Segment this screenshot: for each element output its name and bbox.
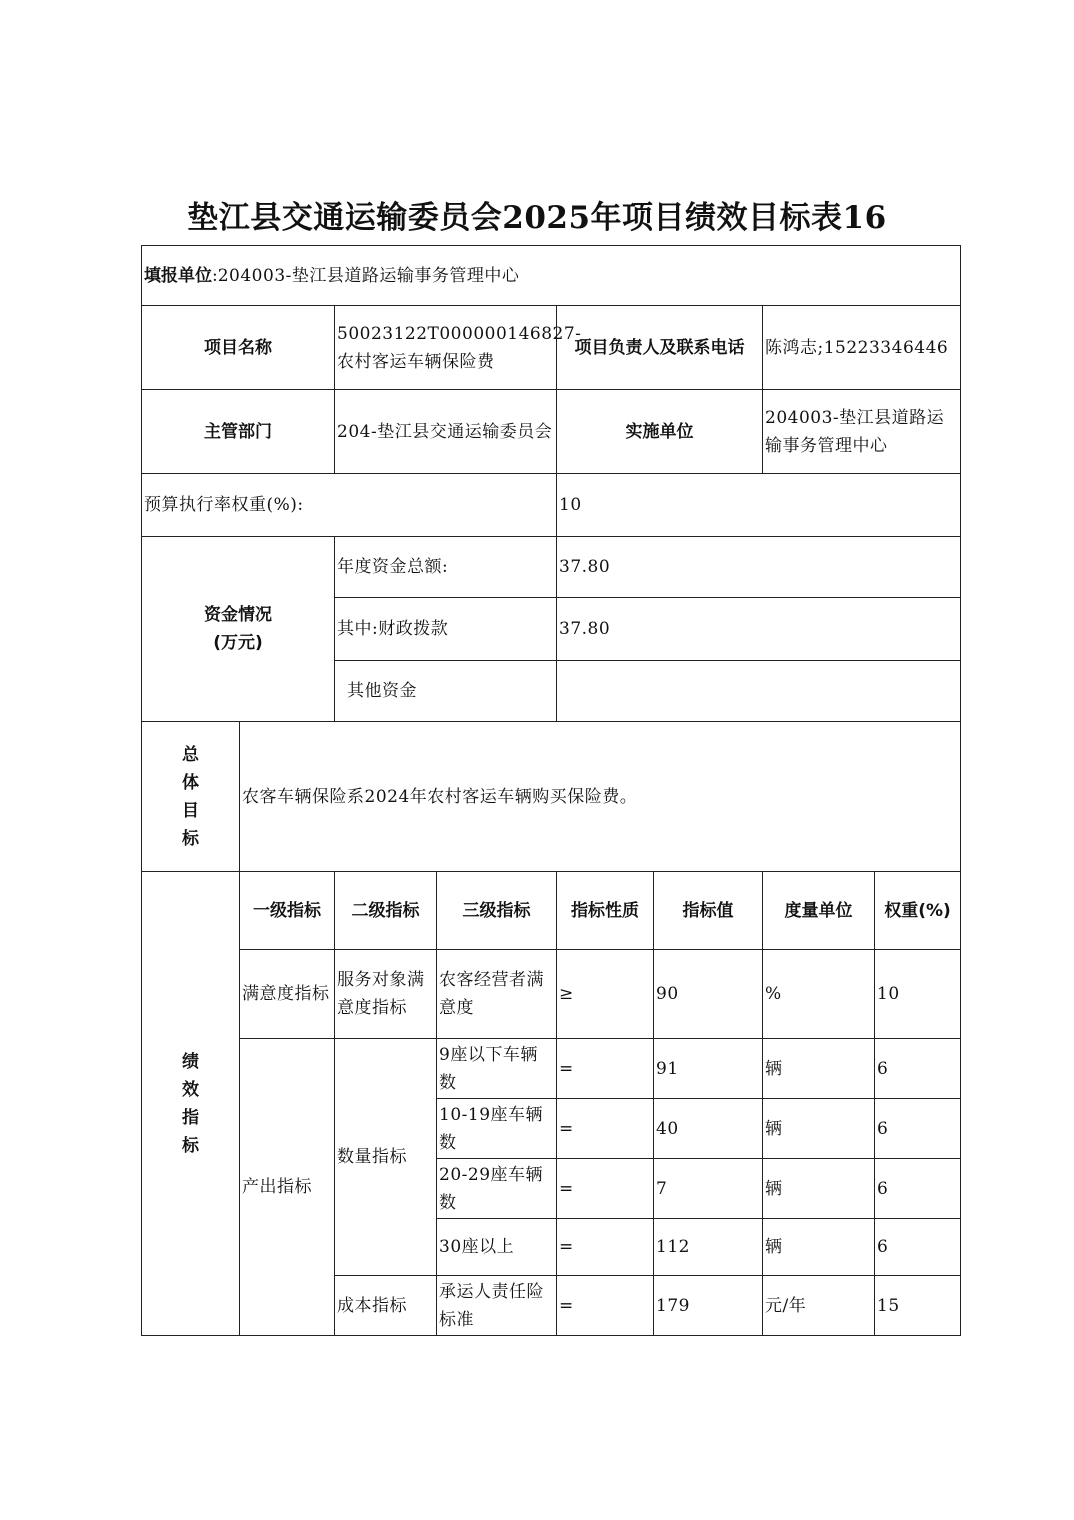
- satisfaction-level1: 满意度指标: [240, 950, 335, 1039]
- cost-level2: 成本指标: [335, 1276, 437, 1336]
- quantity-value: 40: [654, 1099, 763, 1159]
- quantity-level3: 9座以下车辆数: [437, 1039, 557, 1099]
- project-name-label: 项目名称: [142, 306, 335, 390]
- funds-fiscal-label: 其中:财政拨款: [335, 598, 557, 661]
- overall-goal-char: 目: [182, 800, 199, 821]
- project-owner-label: 项目负责人及联系电话: [557, 306, 763, 390]
- cost-unit: 元/年: [763, 1276, 875, 1336]
- satisfaction-level3: 农客经营者满意度: [437, 950, 557, 1039]
- project-name: 农村客运车辆保险费: [337, 351, 495, 372]
- performance-form-table: [141, 245, 961, 1336]
- header-value: 指标值: [654, 872, 763, 950]
- quantity-level3: 10-19座车辆数: [437, 1099, 557, 1159]
- quantity-nature: =: [557, 1159, 654, 1219]
- header-unit: 度量单位: [763, 872, 875, 950]
- reporting-unit-cell: [142, 246, 961, 306]
- quantity-value: 112: [654, 1219, 763, 1276]
- funds-other-label: 其他资金: [335, 661, 557, 722]
- header-level2: 二级指标: [335, 872, 437, 950]
- implementing-unit-label: 实施单位: [557, 390, 763, 474]
- department-label: 主管部门: [142, 390, 335, 474]
- overall-goal-row: [142, 722, 961, 872]
- performance-char: 绩: [182, 1051, 199, 1072]
- header-weight: 权重(%): [875, 872, 961, 950]
- reporting-unit-separator: :: [212, 265, 218, 286]
- overall-goal-char: 标: [182, 828, 199, 849]
- satisfaction-weight: 10: [875, 950, 961, 1039]
- header-level1: 一级指标: [240, 872, 335, 950]
- quantity-weight: 6: [875, 1159, 961, 1219]
- funds-label-line2: (万元): [213, 633, 263, 653]
- funds-total-label: 年度资金总额:: [335, 537, 557, 598]
- output-level1: 产出指标: [240, 1039, 335, 1336]
- quantity-nature: =: [557, 1219, 654, 1276]
- funds-label-line1: 资金情况: [204, 605, 272, 625]
- project-owner-value: 陈鸿志;15223346446: [763, 306, 961, 390]
- cost-level3: 承运人责任险标准: [437, 1276, 557, 1336]
- funds-other-value: [557, 661, 961, 722]
- cost-weight: 15: [875, 1276, 961, 1336]
- budget-rate-label: 预算执行率权重(%):: [142, 474, 557, 537]
- overall-goal-label: [142, 722, 240, 872]
- cost-value: 179: [654, 1276, 763, 1336]
- reporting-unit-label: 填报单位: [144, 265, 212, 286]
- quantity-value: 7: [654, 1159, 763, 1219]
- funds-total-row: [142, 537, 961, 598]
- overall-goal-char: 总: [182, 744, 199, 765]
- performance-char: 效: [182, 1079, 199, 1100]
- page-title: 垫江县交通运输委员会2025年项目绩效目标表16: [187, 200, 887, 236]
- satisfaction-row: [142, 950, 961, 1039]
- funds-label: [142, 537, 335, 722]
- quantity-level2: 数量指标: [335, 1039, 437, 1276]
- performance-char: 指: [182, 1107, 199, 1128]
- performance-char: 标: [182, 1135, 199, 1156]
- cost-nature: =: [557, 1276, 654, 1336]
- header-level3: 三级指标: [437, 872, 557, 950]
- quantity-level3: 20-29座车辆数: [437, 1159, 557, 1219]
- reporting-unit-row: [142, 246, 961, 306]
- performance-label: [142, 872, 240, 1336]
- quantity-weight: 6: [875, 1099, 961, 1159]
- department-value: 204-垫江县交通运输委员会: [335, 390, 557, 474]
- funds-total-value: 37.80: [557, 537, 961, 598]
- quantity-weight: 6: [875, 1219, 961, 1276]
- budget-rate-row: [142, 474, 961, 537]
- quantity-nature: =: [557, 1099, 654, 1159]
- reporting-unit-value: 204003-垫江县道路运输事务管理中心: [217, 265, 520, 286]
- satisfaction-level2: 服务对象满意度指标: [335, 950, 437, 1039]
- header-nature: 指标性质: [557, 872, 654, 950]
- satisfaction-nature: ≥: [557, 950, 654, 1039]
- overall-goal-text: 农客车辆保险系2024年农村客运车辆购买保险费。: [240, 722, 961, 872]
- funds-fiscal-value: 37.80: [557, 598, 961, 661]
- implementing-unit-value: 204003-垫江县道路运输事务管理中心: [763, 390, 961, 474]
- department-row: [142, 390, 961, 474]
- overall-goal-char: 体: [182, 772, 199, 793]
- quantity-row: [142, 1039, 961, 1099]
- quantity-level3: 30座以上: [437, 1219, 557, 1276]
- quantity-weight: 6: [875, 1039, 961, 1099]
- quantity-nature: =: [557, 1039, 654, 1099]
- quantity-unit: 辆: [763, 1159, 875, 1219]
- project-name-value: [335, 306, 582, 390]
- indicator-header-row: [142, 872, 961, 950]
- quantity-unit: 辆: [763, 1099, 875, 1159]
- budget-rate-value: 10: [557, 474, 961, 537]
- satisfaction-unit: %: [763, 950, 875, 1039]
- project-name-row: [142, 306, 961, 390]
- quantity-value: 91: [654, 1039, 763, 1099]
- quantity-unit: 辆: [763, 1039, 875, 1099]
- satisfaction-value: 90: [654, 950, 763, 1039]
- quantity-unit: 辆: [763, 1219, 875, 1276]
- project-code: 50023122T000000146827-: [337, 323, 582, 344]
